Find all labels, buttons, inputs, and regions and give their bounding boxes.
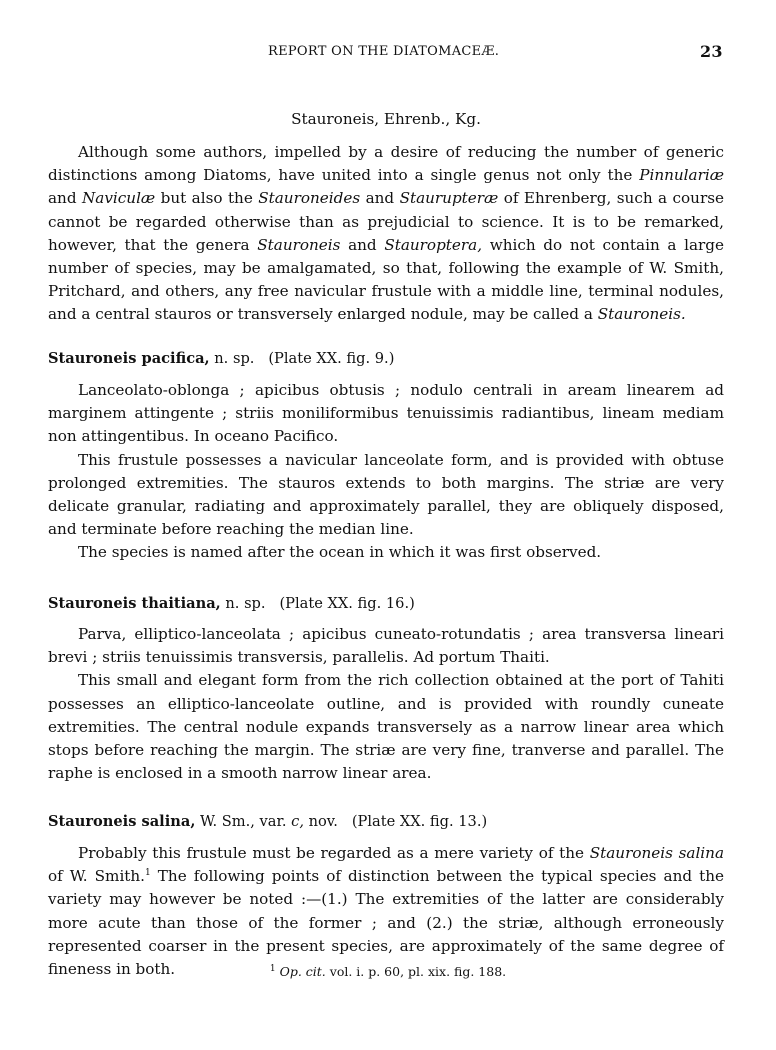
salina-italic: Stauroneis salina: [589, 844, 724, 862]
latin-diagnosis: Parva, elliptico-lanceolata ; apicibus cuneato-rotundatis ; area transversa lineari brevi ; striis tenuissimis transversis, parallelis. Ad portum Thaiti.: [48, 625, 724, 667]
species-block-thaitiana: [48, 623, 724, 785]
species-description: This frustule possesses a navicular lanceolate form, and is provided with obtuse prolonged extremities. The stauros extends to both margins. The striæ are very delicate granular, radiating and approximately parallel, they are obliquely disposed, and terminate before reaching the median line.: [48, 450, 724, 539]
footnote-text: vol. i. p. 60, pl. xix. fig. 188.: [325, 964, 507, 979]
species-plate-ref: nov. (Plate XX. fig. 13.): [303, 813, 488, 830]
intro-text: which do not contain a large number of species, may be amalgamated, so that, following the example of W. Smith, Pritchard, and others, any free navicular frustule with a middle line, terminal nodules, and a central stauros or transversely enlarged nodule, may be called a: [48, 235, 724, 324]
intro-text: and: [340, 235, 385, 254]
salina-paragraph: [48, 842, 724, 981]
running-title: REPORT ON THE DIATOMACEÆ.: [268, 44, 500, 59]
intro-italic: Stauroneides: [258, 189, 361, 208]
species-plate-ref: n. sp. (Plate XX. fig. 16.): [220, 595, 415, 612]
salina-text: of W. Smith.: [48, 867, 146, 886]
footnote-citation: Op. cit.: [279, 964, 326, 979]
intro-italic: Staurupteræ: [399, 189, 499, 208]
species-name: Stauroneis salina,: [48, 813, 196, 830]
genus-heading: [48, 108, 724, 131]
intro-text: of Ehrenberg, such a course cannot be regarded otherwise than as prejudicial to science. It is to be remarked, however, that the genera: [48, 189, 725, 254]
genus-name: Stauroneis: [291, 110, 375, 128]
intro-text: and: [360, 189, 400, 208]
intro-italic: Stauroneis: [257, 235, 341, 254]
species-name: Stauroneis pacifica,: [48, 350, 210, 367]
intro-italic: Stauroptera,: [384, 235, 483, 254]
species-variety: c,: [291, 813, 304, 830]
species-block-pacifica: [48, 379, 724, 565]
footnote: [0, 964, 776, 979]
species-authority: W. Sm., var.: [195, 813, 292, 830]
intro-italic: Pinnulariæ: [639, 166, 724, 185]
genus-authority: , Ehrenb., Kg.: [374, 110, 481, 128]
species-heading-salina: [48, 810, 724, 833]
intro-text: but also the: [155, 189, 259, 208]
page-number: 23: [700, 42, 723, 61]
species-plate-ref: n. sp. (Plate XX. fig. 9.): [209, 350, 395, 367]
intro-italic: Stauroneis.: [597, 305, 686, 324]
salina-text: The following points of distinction between the typical species and the variety may however be noted :—(1.) The extremities of the latter are considerably more acute than those of the former ; and (2.) the striæ, although erroneously represented coarser in the present species, are approximately of the same degree of fineness in both.: [48, 867, 724, 979]
species-note: The species is named after the ocean in which it was first observed.: [78, 543, 602, 562]
species-heading-pacifica: [48, 347, 724, 370]
intro-paragraph: [48, 141, 724, 327]
intro-text: Although some authors, impelled by a desire of reducing the number of generic distinctions among Diatoms, have united into a single genus not only the: [48, 143, 724, 185]
latin-diagnosis: Lanceolato-oblonga ; apicibus obtusis ; nodulo centrali in aream linearem ad marginem attingente ; striis moniliformibus tenuissimis radiantibus, lineam mediam non attingentibus. In oceano Pacifico.: [48, 381, 724, 446]
species-heading-thaitiana: [48, 592, 724, 615]
species-name: Stauroneis thaitiana,: [48, 595, 221, 612]
footnote-number: 1: [269, 963, 276, 974]
footnote-marker[interactable]: 1: [145, 868, 151, 879]
salina-text: Probably this frustule must be regarded as a mere variety of the: [78, 844, 590, 862]
species-description: This small and elegant form from the rich collection obtained at the port of Tahiti possesses an elliptico-lanceolate outline, and is provided with roundly cuneate extremities. The central nodule expands transversely as a narrow linear area which stops before reaching the margin. The striæ are very fine, tranverse and parallel. The raphe is enclosed in a smooth narrow linear area.: [48, 671, 724, 783]
intro-italic: Naviculæ: [82, 189, 156, 208]
intro-text: and: [48, 189, 82, 208]
